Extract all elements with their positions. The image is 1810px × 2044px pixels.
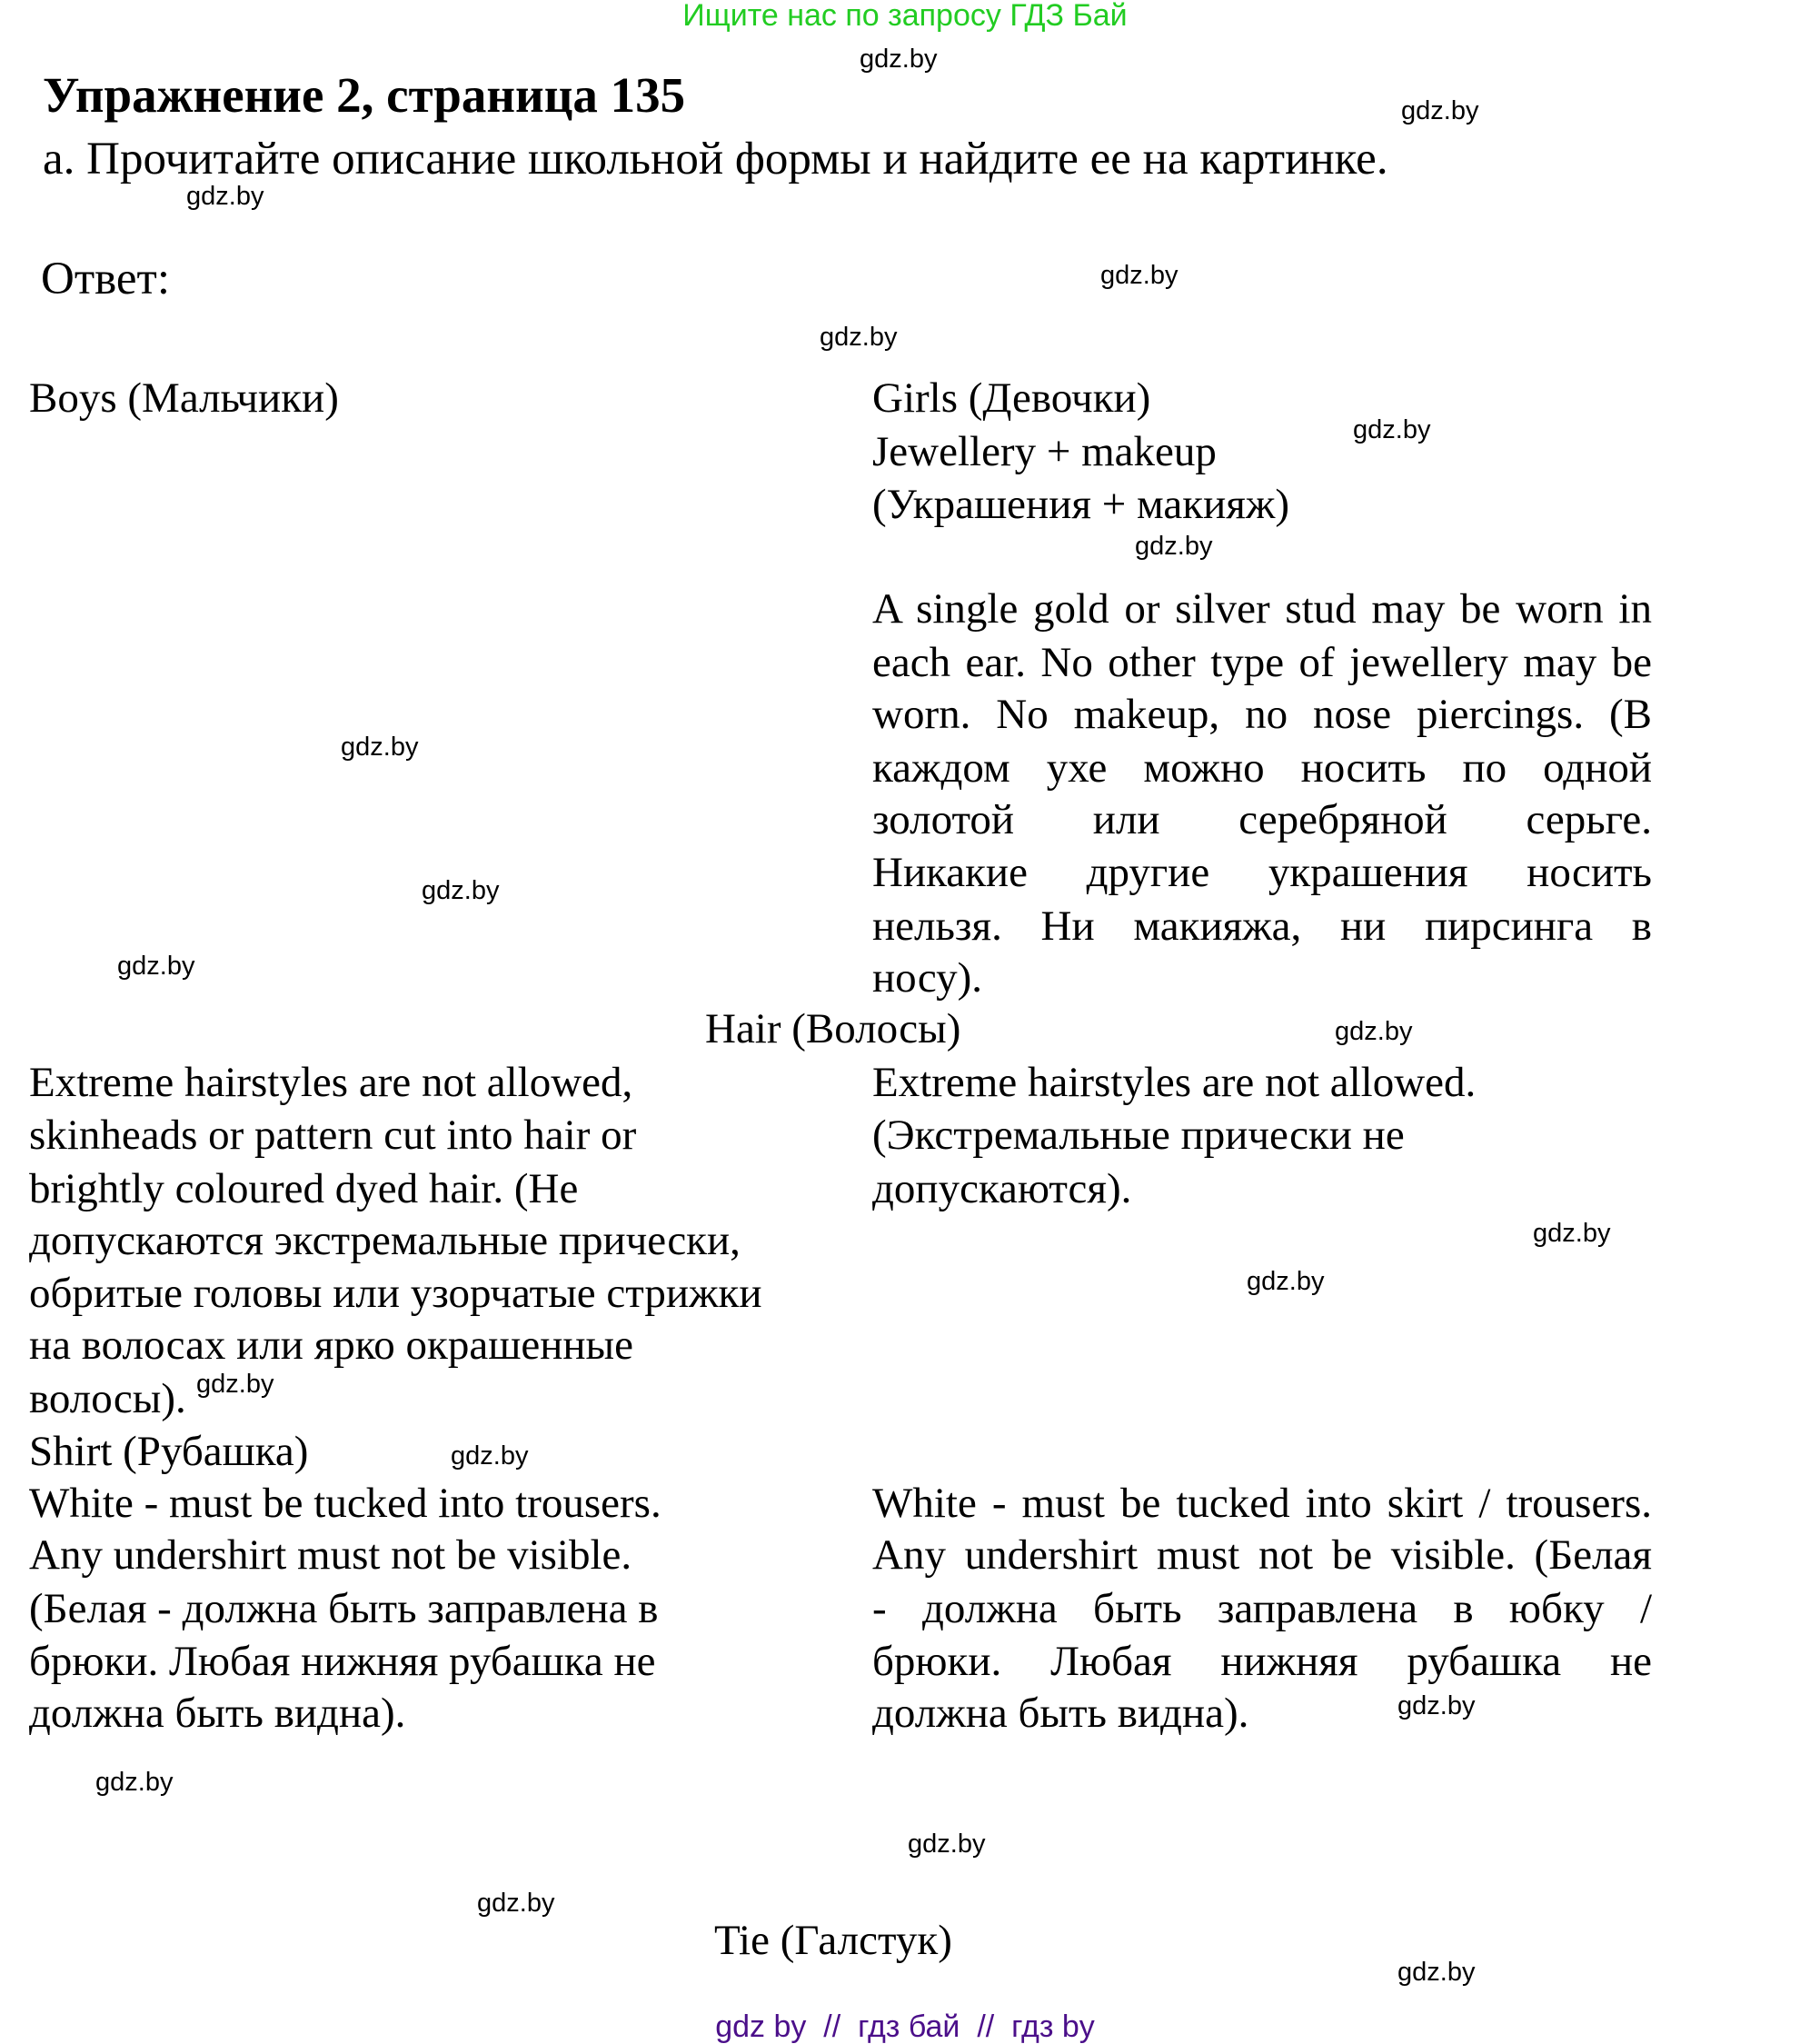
watermark: gdz.by	[1397, 1958, 1476, 1987]
page-title: Упражнение 2, страница 135	[43, 67, 686, 123]
watermark: gdz.by	[1335, 1017, 1413, 1046]
boys-hair-line: волосы).	[29, 1375, 186, 1422]
watermark: gdz.by	[477, 1889, 555, 1918]
shirt-heading: Shirt (Рубашка)	[29, 1428, 309, 1475]
watermark: gdz.by	[1100, 261, 1178, 290]
watermark: gdz.by	[451, 1441, 529, 1471]
watermark: gdz.by	[860, 45, 938, 74]
boys-shirt-line: брюки. Любая нижняя рубашка не	[29, 1638, 656, 1685]
girls-hair-line: допускаются).	[872, 1165, 1132, 1212]
boys-hair-line: Extreme hairstyles are not allowed,	[29, 1059, 633, 1106]
watermark: gdz.by	[820, 323, 898, 352]
boys-hair-line: обритые головы или узорчатые стрижки	[29, 1270, 762, 1317]
watermark: gdz.by	[1533, 1219, 1611, 1248]
jewellery-text-line: носу).	[872, 954, 982, 1002]
watermark: gdz.by	[341, 733, 419, 762]
bottom-banner: gdz by // гдз бай // гдз by	[715, 2009, 1095, 2044]
watermark: gdz.by	[1397, 1691, 1476, 1720]
jewellery-text-line: A single gold or silver stud may be worn in	[872, 585, 1652, 633]
watermark: gdz.by	[908, 1830, 986, 1859]
hair-heading: Hair (Волосы)	[705, 1005, 961, 1052]
watermark: gdz.by	[95, 1768, 174, 1797]
watermark: gdz.by	[186, 182, 264, 211]
answer-label: Ответ:	[41, 254, 170, 304]
jewellery-text-line: нельзя. Ни макияжа, ни пирсинга в	[872, 902, 1652, 950]
girls-shirt-line: Any undershirt must not be visible. (Белая	[872, 1531, 1652, 1579]
jewellery-text-line: worn. No makeup, no nose piercings. (В	[872, 691, 1652, 738]
boys-shirt-line: Any undershirt must not be visible.	[29, 1531, 632, 1579]
boys-shirt-line: должна быть видна).	[29, 1690, 406, 1737]
watermark: gdz.by	[196, 1370, 274, 1399]
boys-hair-line: brightly coloured dyed hair. (Не	[29, 1165, 579, 1212]
jewellery-text-line: Никакие другие украшения носить	[872, 849, 1652, 896]
boys-shirt-line: White - must be tucked into trousers.	[29, 1480, 661, 1527]
jewellery-text-line: каждом ухе можно носить по одной	[872, 744, 1652, 792]
girls-shirt-line: брюки. Любая нижняя рубашка не	[872, 1638, 1652, 1685]
jewellery-text-line: each ear. No other type of jewellery may be	[872, 639, 1652, 686]
boys-shirt-line: (Белая - должна быть заправлена в	[29, 1585, 659, 1632]
girls-shirt-line: White - must be tucked into skirt / trousers.	[872, 1480, 1652, 1527]
watermark: gdz.by	[1135, 532, 1213, 561]
watermark: gdz.by	[1247, 1267, 1325, 1296]
boys-hair-line: на волосах или ярко окрашенные	[29, 1321, 633, 1369]
girls-hair-line: Extreme hairstyles are not allowed.	[872, 1059, 1477, 1106]
boys-hair-line: допускаются экстремальные прически,	[29, 1217, 741, 1264]
watermark: gdz.by	[1401, 96, 1479, 125]
jewellery-heading: Jewellery + makeup	[872, 428, 1217, 475]
boys-heading: Boys (Мальчики)	[29, 374, 339, 422]
watermark: gdz.by	[1353, 415, 1431, 444]
girls-shirt-line: - должна быть заправлена в юбку /	[872, 1585, 1652, 1632]
jewellery-text-line: золотой или серебряной серьге.	[872, 796, 1652, 843]
task-text: а. Прочитайте описание школьной формы и найдите ее на картинке.	[43, 134, 1388, 184]
watermark: gdz.by	[422, 876, 500, 905]
watermark: gdz.by	[117, 952, 195, 981]
girls-heading: Girls (Девочки)	[872, 374, 1151, 422]
tie-heading: Tie (Галстук)	[714, 1917, 952, 1964]
top-banner: Ищите нас по запросу ГДЗ Бай	[682, 0, 1128, 33]
jewellery-heading-ru: (Украшения + макияж)	[872, 481, 1289, 528]
boys-hair-line: skinheads or pattern cut into hair or	[29, 1112, 637, 1159]
girls-hair-line: (Экстремальные прически не	[872, 1112, 1405, 1159]
girls-shirt-line: должна быть видна).	[872, 1690, 1249, 1737]
